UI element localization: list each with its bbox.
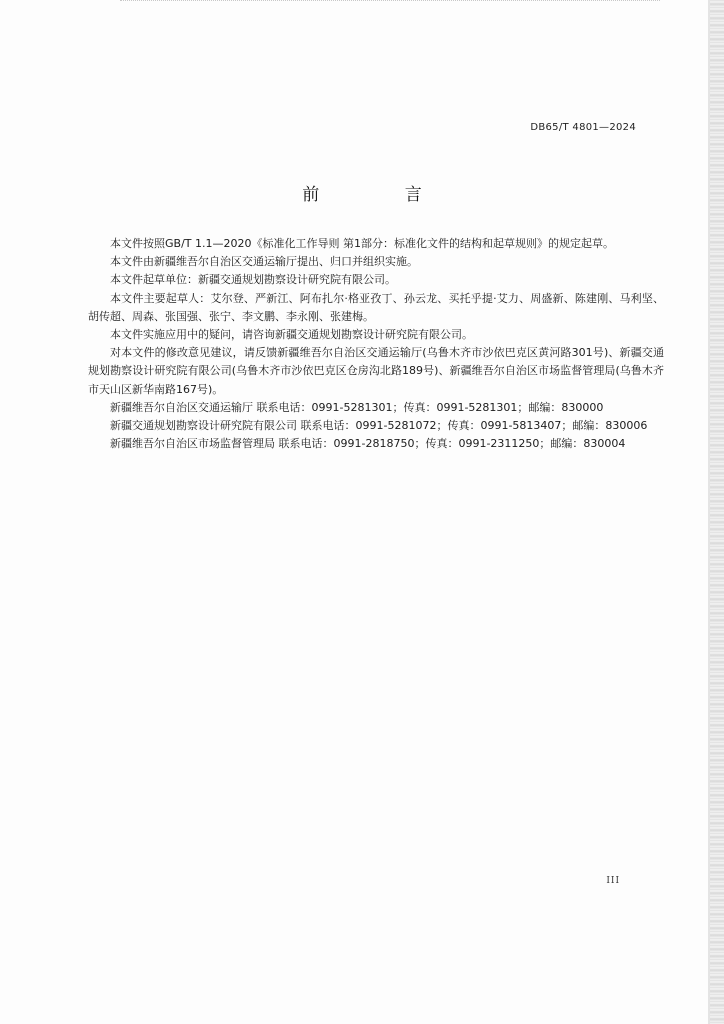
- scan-edge: [710, 0, 724, 1024]
- paragraph-inquiry: 本文件实施应用中的疑问，请咨询新疆交通规划勘察设计研究院有限公司。: [110, 328, 473, 342]
- scan-artifact: [120, 0, 660, 5]
- paragraph-proposer: 本文件由新疆维吾尔自治区交通运输厅提出、归口并组织实施。: [110, 255, 418, 269]
- paragraph-drafters: 本文件主要起草人：艾尔登、严新江、阿布扎尔·格亚孜丁、孙云龙、买托乎提·艾力、周盛新、陈建刚、马利坚、胡传超、周森、张国强、张宁、李文鹏、李永刚、张建梅。: [88, 291, 664, 323]
- preface-body: [88, 235, 664, 453]
- document-code: DB65/T 4801—2024: [530, 122, 636, 133]
- page-title: 前 言: [302, 185, 462, 205]
- contact-design-institute: 新疆交通规划勘察设计研究院有限公司 联系电话：0991-5281072；传真：0991-5813407；邮编：830006: [110, 419, 648, 433]
- paragraph-drafting-unit: 本文件起草单位：新疆交通规划勘察设计研究院有限公司。: [110, 273, 396, 287]
- paragraph-feedback: 对本文件的修改意见建议，请反馈新疆维吾尔自治区交通运输厅(乌鲁木齐市沙依巴克区黄河路301号)、新疆交通规划勘察设计研究院有限公司(乌鲁木齐市沙依巴克区仓房沟北路189号)、新疆维吾尔自治区市场监督管理局(乌鲁木齐市天山区新华南路167号)。: [88, 346, 664, 396]
- paragraph-drafting-rules: 本文件按照GB/T 1.1—2020《标准化工作导则 第1部分：标准化文件的结构和起草规则》的规定起草。: [110, 237, 614, 250]
- contact-transport-dept: 新疆维吾尔自治区交通运输厅 联系电话：0991-5281301；传真：0991-5281301；邮编：830000: [110, 400, 604, 414]
- page-number: III: [606, 876, 620, 886]
- contact-market-supervision: 新疆维吾尔自治区市场监督管理局 联系电话：0991-2818750；传真：0991-2311250；邮编：830004: [110, 437, 626, 451]
